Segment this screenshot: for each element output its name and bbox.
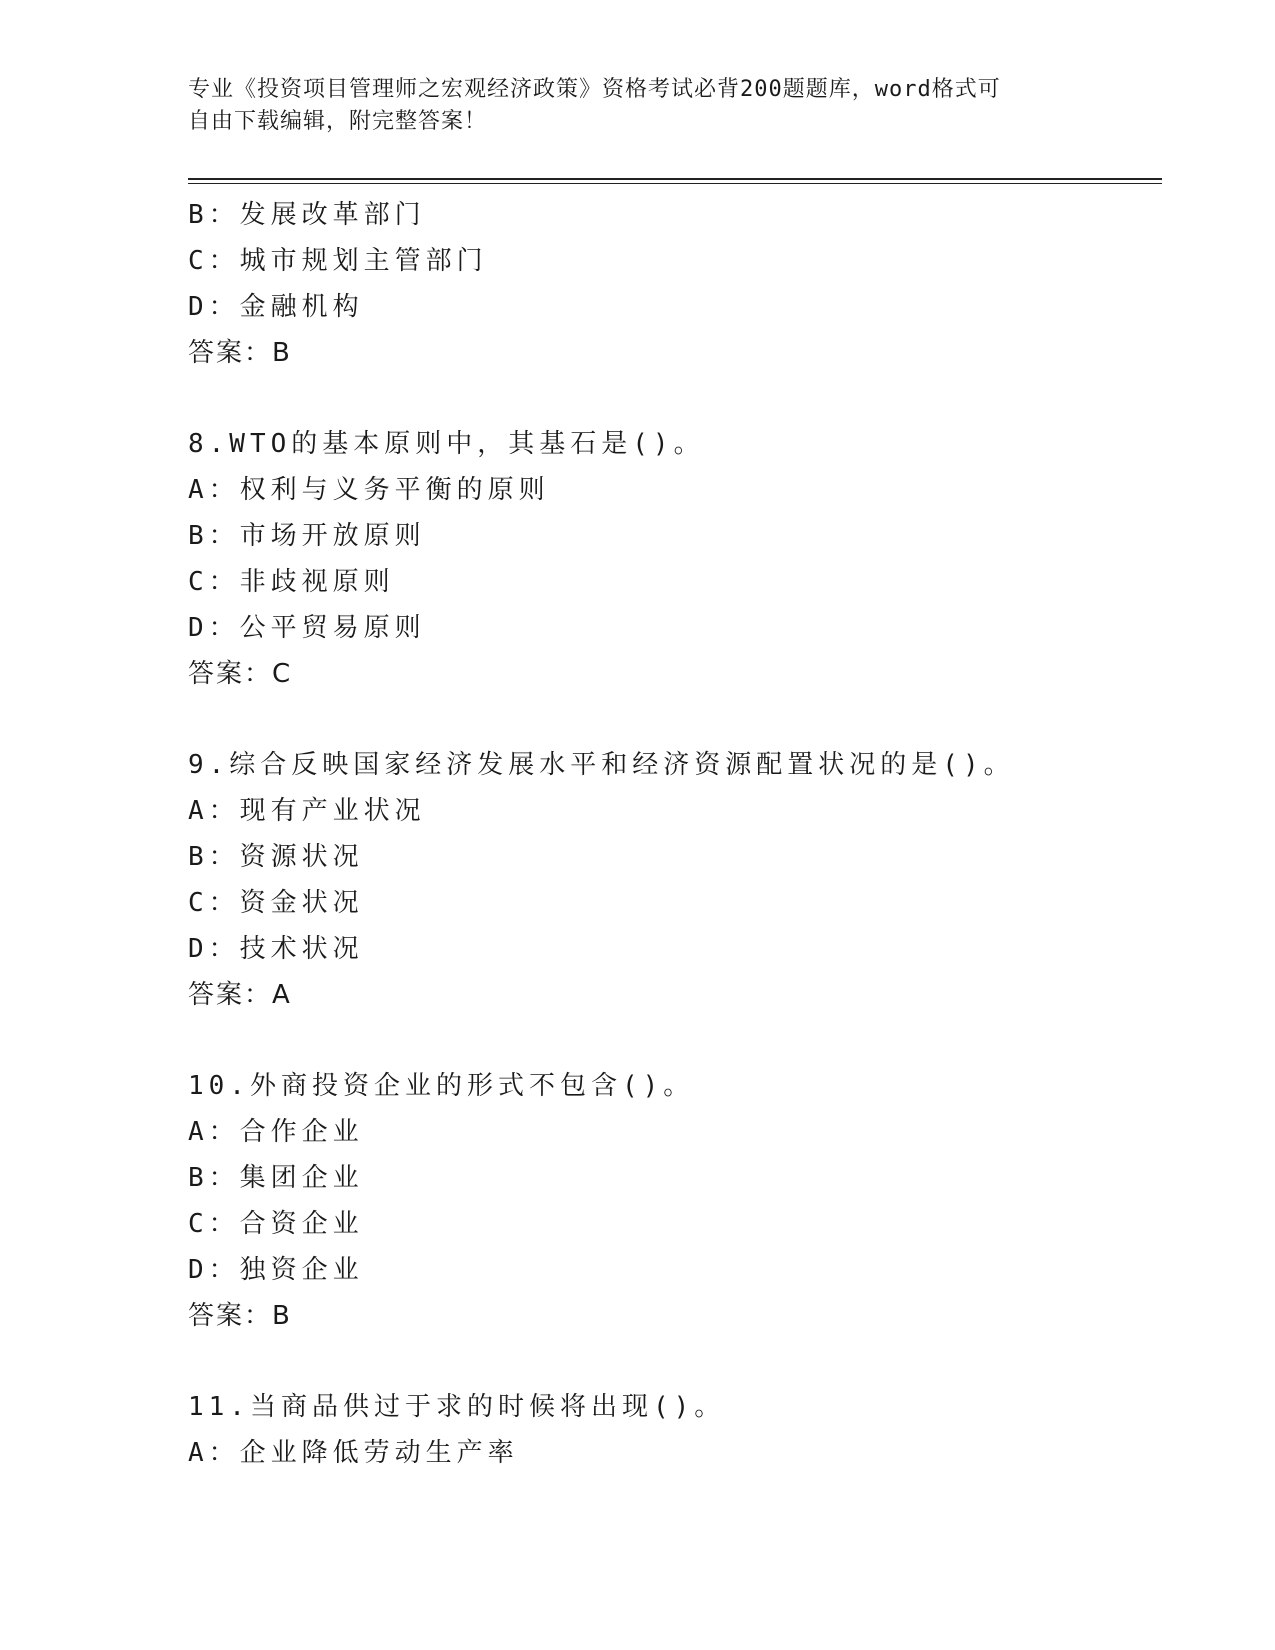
option-c: C：非歧视原则	[188, 567, 395, 597]
option-b: B：集团企业	[188, 1163, 364, 1193]
question-stem: 10.外商投资企业的形式不包含()。	[188, 1071, 695, 1101]
option-c: C：城市规划主管部门	[188, 246, 488, 276]
page-header	[188, 74, 1068, 138]
option-b: B：资源状况	[188, 842, 364, 872]
option-a: A：企业降低劳动生产率	[188, 1438, 519, 1468]
option-b: B：发展改革部门	[188, 200, 426, 230]
question-stem: 9.综合反映国家经济发展水平和经济资源配置状况的是()。	[188, 750, 1015, 780]
option-d: D：技术状况	[188, 934, 364, 964]
option-b: B：市场开放原则	[188, 521, 426, 551]
question-block-partial	[188, 192, 1162, 376]
option-c: C：合资企业	[188, 1209, 364, 1239]
header-line-1: 专业《投资项目管理师之宏观经济政策》资格考试必背200题题库，word格式可	[188, 77, 1001, 102]
option-d: D：金融机构	[188, 292, 364, 322]
option-d: D：独资企业	[188, 1255, 364, 1285]
answer-line: 答案：C	[188, 659, 293, 689]
question-stem: 8.WTO的基本原则中，其基石是()。	[188, 429, 705, 459]
question-block-10	[188, 1063, 1162, 1339]
option-a: A：合作企业	[188, 1117, 364, 1147]
question-block-9	[188, 742, 1162, 1018]
option-c: C：资金状况	[188, 888, 364, 918]
header-line-2: 自由下载编辑，附完整答案！	[188, 109, 488, 134]
question-block-11	[188, 1384, 1162, 1476]
header-divider	[188, 178, 1162, 184]
answer-line: 答案：A	[188, 980, 292, 1010]
answer-line: 答案：B	[188, 338, 292, 368]
option-d: D：公平贸易原则	[188, 613, 426, 643]
question-block-8	[188, 421, 1162, 697]
option-a: A：现有产业状况	[188, 796, 426, 826]
option-a: A：权利与义务平衡的原则	[188, 475, 550, 505]
question-list	[188, 192, 1162, 1476]
question-stem: 11.当商品供过于求的时候将出现()。	[188, 1392, 726, 1422]
answer-line: 答案：B	[188, 1301, 292, 1331]
